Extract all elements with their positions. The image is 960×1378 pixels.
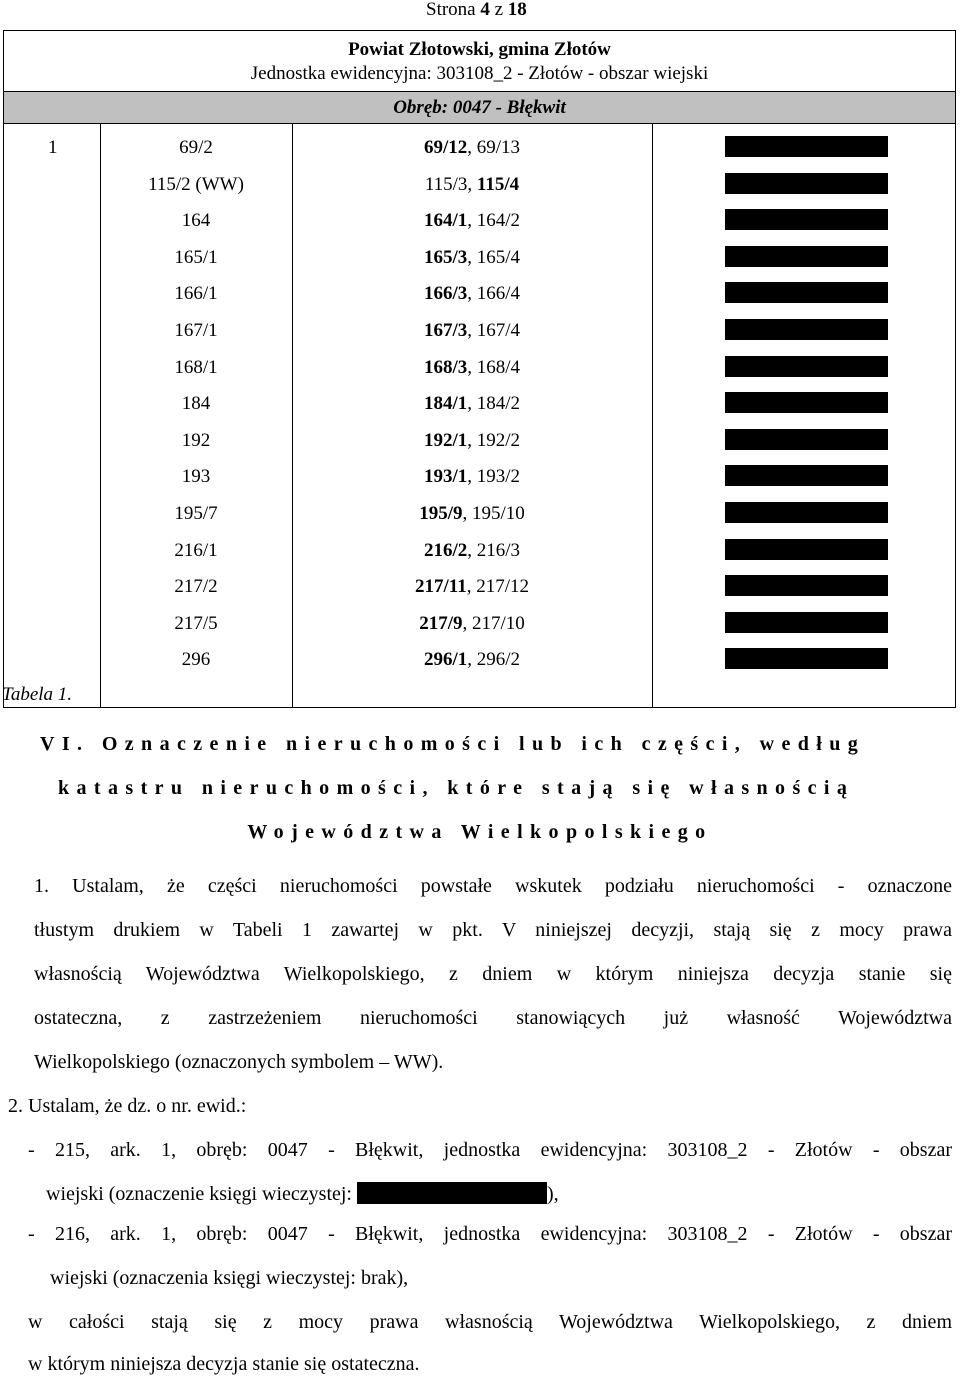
redacted-land-register-cell xyxy=(725,648,888,669)
paragraph-1-line-4: ostateczna, z zastrzeżeniem nieruchomości stanowiących już własność Województwa xyxy=(34,1007,952,1029)
new-parcel-plain: 115/3 xyxy=(424,173,468,195)
table-row xyxy=(4,568,955,605)
old-parcel-number: 296 xyxy=(181,649,211,671)
table-row xyxy=(4,239,955,276)
table-row xyxy=(4,202,955,239)
new-parcel-numbers xyxy=(292,173,652,197)
redacted-land-register-cell xyxy=(725,282,888,303)
page-label: Strona xyxy=(426,0,476,20)
new-parcel-rest: , 168/4 xyxy=(467,356,521,378)
new-parcel-bold: 167/3 xyxy=(423,319,468,341)
table-row xyxy=(4,275,955,312)
redacted-land-register-cell xyxy=(725,429,888,450)
page-separator: z xyxy=(494,0,504,20)
redacted-land-register-cell xyxy=(725,392,888,413)
new-parcel-bold: 193/1 xyxy=(423,466,468,488)
new-parcel-numbers xyxy=(292,319,652,343)
new-parcel-numbers xyxy=(292,246,652,270)
new-parcel-numbers xyxy=(292,429,652,453)
old-parcel-number: 164 xyxy=(181,210,211,232)
redacted-land-register-cell xyxy=(725,539,888,560)
new-parcel-numbers xyxy=(292,209,652,233)
section-title-line-3: Województwa Wielkopolskiego xyxy=(247,821,713,843)
total-pages: 18 xyxy=(507,0,527,20)
old-parcel-number: 167/1 xyxy=(174,319,218,341)
new-parcel-bold: 69/12 xyxy=(423,137,468,158)
new-parcel-numbers xyxy=(292,502,652,526)
old-parcel-number: 165/1 xyxy=(174,246,218,268)
paragraph-2-line-1: 2. Ustalam, że dz. o nr. ewid.: xyxy=(8,1095,247,1117)
table-row xyxy=(4,605,955,642)
new-parcel-rest: , 216/3 xyxy=(467,539,521,561)
paragraph-1-line-1: 1. Ustalam, że części nieruchomości powstałe wskutek podziału nieruchomości - oznaczone xyxy=(34,875,952,897)
table-row xyxy=(4,422,955,459)
old-parcel-number: 192 xyxy=(181,429,211,451)
paragraph-2-line-3 xyxy=(46,1180,559,1208)
old-parcel-number: 193 xyxy=(181,466,211,488)
redacted-land-register-cell xyxy=(725,246,888,267)
new-parcel-numbers xyxy=(292,612,652,636)
new-parcel-rest: , 184/2 xyxy=(467,393,521,415)
new-parcel-numbers xyxy=(292,356,652,380)
new-parcel-bold: 165/3 xyxy=(423,246,468,268)
new-parcel-rest: , 193/2 xyxy=(467,466,521,488)
redacted-land-register-cell xyxy=(725,209,888,230)
precinct-title: Obręb: 0047 - Błękwit xyxy=(393,97,566,118)
section-title-line-1: VI. Oznaczenie nieruchomości lub ich części, według xyxy=(40,733,866,755)
section-title-line-2: katastru nieruchomości, które stają się własnością xyxy=(58,777,855,799)
redacted-land-register-cell xyxy=(725,612,888,633)
table-row xyxy=(4,532,955,569)
old-parcel-number: 217/5 xyxy=(174,612,218,634)
new-parcel-bold: 195/9 xyxy=(419,502,463,524)
new-parcel-numbers xyxy=(292,539,652,563)
paragraph-1-line-2: tłustym drukiem w Tabeli 1 zawartej w pkt. V niniejszej decyzji, stają się z mocy prawa xyxy=(34,919,952,941)
new-parcel-rest: , 217/12 xyxy=(466,576,529,598)
new-parcel-rest: , 217/10 xyxy=(462,612,525,634)
new-parcel-rest: , 165/4 xyxy=(467,246,521,268)
precinct-band xyxy=(4,91,955,124)
old-parcel-number: 216/1 xyxy=(174,539,218,561)
redacted-land-register-cell xyxy=(725,319,888,340)
table-row xyxy=(4,312,955,349)
new-parcel-bold: 296/1 xyxy=(423,649,468,671)
paragraph-2-line-7: w którym niniejsza decyzja stanie się ostateczna. xyxy=(28,1353,420,1375)
table-row xyxy=(4,349,955,386)
paragraph-1-line-5: Wielkopolskiego (oznaczonych symbolem – WW). xyxy=(34,1051,444,1073)
new-parcel-numbers xyxy=(292,136,652,160)
old-parcel-number: 217/2 xyxy=(174,576,218,598)
old-parcel-number: 168/1 xyxy=(174,356,218,378)
table-header-district: Powiat Złotowski, gmina Złotów xyxy=(348,39,611,60)
redacted-land-register-cell xyxy=(725,465,888,486)
redacted-land-register-cell xyxy=(725,173,888,194)
redacted-land-register-cell xyxy=(725,136,888,157)
new-parcel-bold: 184/1 xyxy=(423,393,468,415)
row-number: 1 xyxy=(48,137,58,158)
old-parcel-number: 166/1 xyxy=(174,283,218,305)
table-row xyxy=(4,641,955,678)
new-parcel-rest: , 69/13 xyxy=(467,137,521,158)
new-parcel-separator: , xyxy=(467,173,477,195)
land-register-label: wiejski (oznaczenie księgi wieczystej: xyxy=(46,1183,352,1205)
new-parcel-bold: 164/1 xyxy=(423,210,468,232)
new-parcel-rest: , 296/2 xyxy=(467,649,521,671)
page-header xyxy=(426,0,536,22)
new-parcel-numbers xyxy=(292,575,652,599)
table-row xyxy=(4,458,955,495)
new-parcel-bold: 166/3 xyxy=(423,283,468,305)
paragraph-2-line-5: wiejski (oznaczenia księgi wieczystej: brak), xyxy=(50,1267,409,1289)
redacted-land-register-cell xyxy=(725,502,888,523)
redacted-land-register-number xyxy=(357,1182,547,1204)
old-parcel-number: 184 xyxy=(181,393,211,415)
new-parcel-rest: , 164/2 xyxy=(467,210,521,232)
table-row xyxy=(4,129,955,166)
new-parcel-numbers xyxy=(292,392,652,416)
table-caption: Tabela 1. xyxy=(2,684,73,705)
current-page: 4 xyxy=(480,0,490,20)
new-parcel-bold: 217/9 xyxy=(419,612,463,634)
table-row xyxy=(4,166,955,203)
paragraph-2-line-4: - 216, ark. 1, obręb: 0047 - Błękwit, jednostka ewidencyjna: 303108_2 - Złotów - obszar xyxy=(28,1223,952,1245)
paragraph-1-line-3: własnością Województwa Wielkopolskiego, z dniem w którym niniejsza decyzja stanie się xyxy=(34,963,952,985)
old-parcel-number: 115/2 (WW) xyxy=(148,173,244,195)
paragraph-2-line-6: w całości stają się z mocy prawa własnością Województwa Wielkopolskiego, z dniem xyxy=(28,1311,952,1333)
new-parcel-rest: , 167/4 xyxy=(467,319,521,341)
redacted-land-register-cell xyxy=(725,575,888,596)
redacted-land-register-cell xyxy=(725,356,888,377)
new-parcel-bold: 217/11 xyxy=(414,576,467,598)
new-parcel-numbers xyxy=(292,465,652,489)
new-parcel-numbers xyxy=(292,282,652,306)
table-row xyxy=(4,495,955,532)
table-body xyxy=(4,129,955,678)
new-parcel-bold: 168/3 xyxy=(423,356,468,378)
new-parcel-bold: 216/2 xyxy=(423,539,468,561)
new-parcel-bold: 115/4 xyxy=(476,173,520,195)
new-parcel-rest: , 195/10 xyxy=(462,502,525,524)
table-header-unit: Jednostka ewidencyjna: 303108_2 - Złotów - obszar wiejski xyxy=(250,63,709,84)
new-parcel-rest: , 166/4 xyxy=(467,283,521,305)
old-parcel-number: 69/2 xyxy=(179,137,213,158)
paragraph-2-line-2: - 215, ark. 1, obręb: 0047 - Błękwit, jednostka ewidencyjna: 303108_2 - Złotów - obszar xyxy=(28,1139,952,1161)
new-parcel-numbers xyxy=(292,648,652,672)
parcel-table xyxy=(3,30,956,708)
new-parcel-bold: 192/1 xyxy=(423,429,468,451)
new-parcel-rest: , 192/2 xyxy=(467,429,521,451)
table-row xyxy=(4,385,955,422)
land-register-close: ), xyxy=(547,1183,559,1205)
old-parcel-number: 195/7 xyxy=(174,502,218,524)
